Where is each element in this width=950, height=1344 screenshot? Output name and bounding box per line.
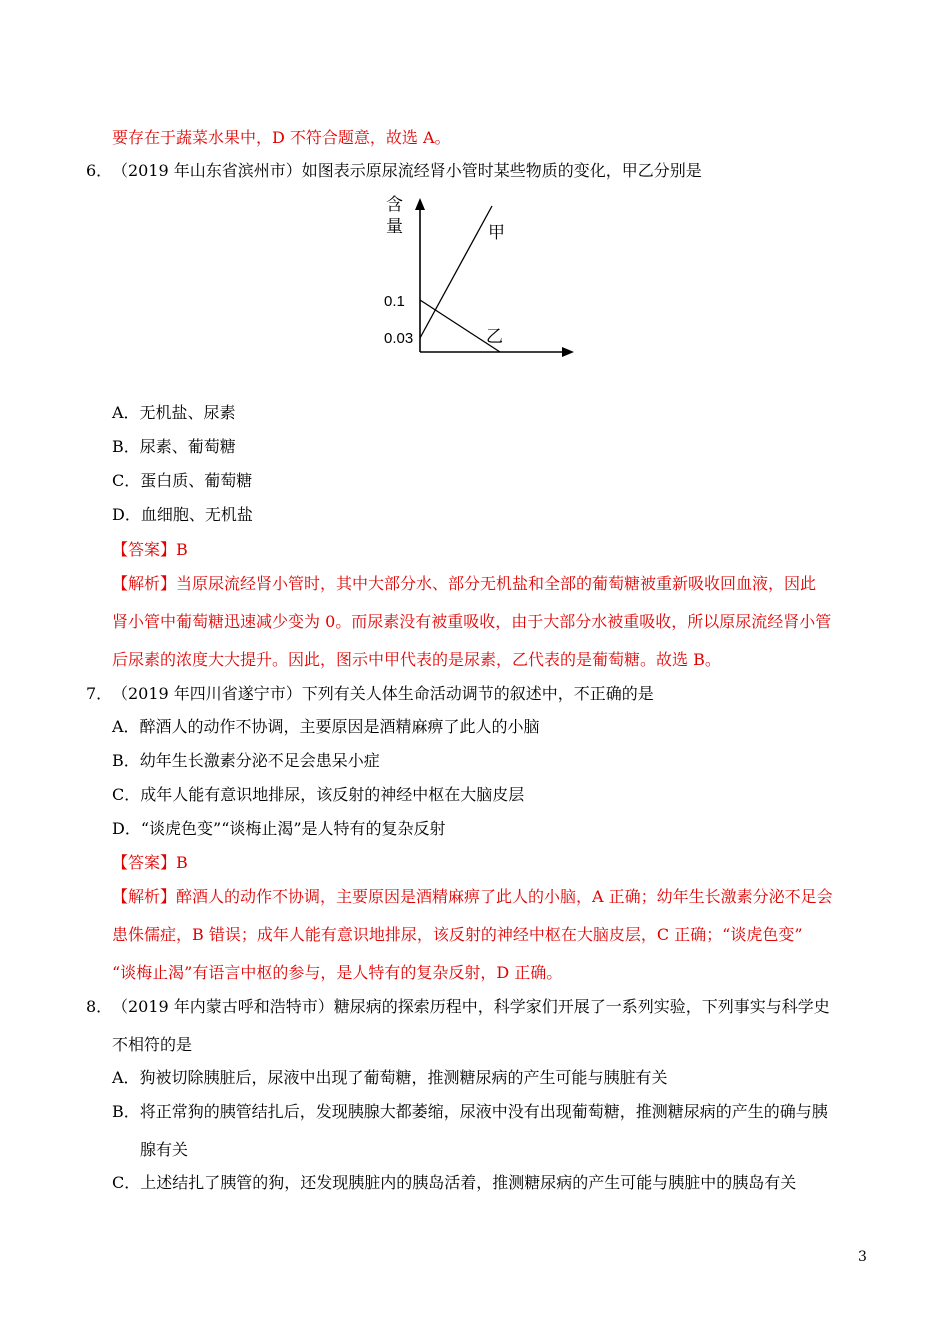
q6-option-a: A．无机盐、尿素 — [112, 403, 236, 422]
q8-option-b-line-1: B．将正常狗的胰管结扎后，发现胰腺大都萎缩，尿液中没有出现葡萄糖，推测糖尿病的产生的确与胰 — [112, 1102, 828, 1121]
x-axis-arrow — [562, 347, 574, 357]
y-axis-arrow — [415, 198, 425, 210]
y-axis-label-2: 量 — [386, 217, 403, 236]
q7-option-d: D．“谈虎色变”“谈梅止渴”是人特有的复杂反射 — [112, 819, 446, 838]
q7-answer: 【答案】B — [112, 853, 188, 872]
q8-option-a: A．狗被切除胰脏后，尿液中出现了葡萄糖，推测糖尿病的产生可能与胰脏有关 — [112, 1068, 668, 1087]
q7-option-b: B．幼年生长激素分泌不足会患呆小症 — [112, 751, 380, 770]
q7-analysis-line-3: “谈梅止渴”有语言中枢的参与，是人特有的复杂反射，D 正确。 — [112, 963, 563, 982]
q6-option-d: D．血细胞、无机盐 — [112, 505, 253, 524]
q6-answer: 【答案】B — [112, 540, 188, 559]
q8-option-c: C．上述结扎了胰管的狗，还发现胰脏内的胰岛活着，推测糖尿病的产生可能与胰脏中的胰岛有关 — [112, 1173, 797, 1192]
q6-analysis-line-3: 后尿素的浓度大大提升。因此，图示中甲代表的是尿素，乙代表的是葡萄糖。故选 B。 — [112, 650, 721, 669]
question-7-number: 7． — [86, 684, 113, 703]
tick-label-low: 0.03 — [384, 330, 414, 347]
q6-analysis-line-1: 【解析】当原尿流经肾小管时，其中大部分水、部分无机盐和全部的葡萄糖被重新吸收回血液，因此 — [112, 574, 817, 593]
y-axis-label-1: 含 — [386, 195, 403, 214]
question-8-stem-line-1: （2019 年内蒙古呼和浩特市）糖尿病的探索历程中，科学家们开展了一系列实验，下列事实与科学史 — [112, 997, 830, 1016]
content-change-graph — [380, 190, 580, 370]
q7-analysis-line-2: 患侏儒症，B 错误；成年人能有意识地排尿，该反射的神经中枢在大脑皮层，C 正确；“谈虎色变” — [112, 925, 803, 944]
line-yi-label: 乙 — [486, 327, 503, 346]
q8-option-b-line-2: 腺有关 — [140, 1140, 189, 1159]
q7-analysis-line-1: 【解析】醉酒人的动作不协调，主要原因是酒精麻痹了此人的小脑，A 正确；幼年生长激素分泌不足会 — [112, 887, 833, 906]
q7-option-c: C．成年人能有意识地排尿，该反射的神经中枢在大脑皮层 — [112, 785, 525, 804]
question-8-stem-line-2: 不相符的是 — [112, 1035, 193, 1054]
q6-option-c: C．蛋白质、葡萄糖 — [112, 471, 253, 490]
line-jia — [420, 206, 492, 338]
q6-option-b: B．尿素、葡萄糖 — [112, 437, 236, 456]
question-6-number: 6． — [86, 161, 113, 180]
q7-option-a: A．醉酒人的动作不协调，主要原因是酒精麻痹了此人的小脑 — [112, 717, 540, 736]
page-number: 3 — [858, 1249, 867, 1265]
q6-analysis-line-2: 肾小管中葡萄糖迅速减少变为 0。而尿素没有被重吸收，由于大部分水被重吸收，所以原尿流经肾小管 — [112, 612, 832, 631]
line-jia-label: 甲 — [488, 223, 505, 242]
question-7-stem: （2019 年四川省遂宁市）下列有关人体生命活动调节的叙述中，不正确的是 — [112, 684, 654, 703]
analysis-continuation: 要存在于蔬菜水果中，D 不符合题意，故选 A。 — [112, 128, 451, 147]
tick-label-high: 0.1 — [384, 293, 405, 310]
question-6-stem: （2019 年山东省滨州市）如图表示原尿流经肾小管时某些物质的变化，甲乙分别是 — [112, 161, 702, 180]
question-8-number: 8． — [86, 997, 113, 1016]
